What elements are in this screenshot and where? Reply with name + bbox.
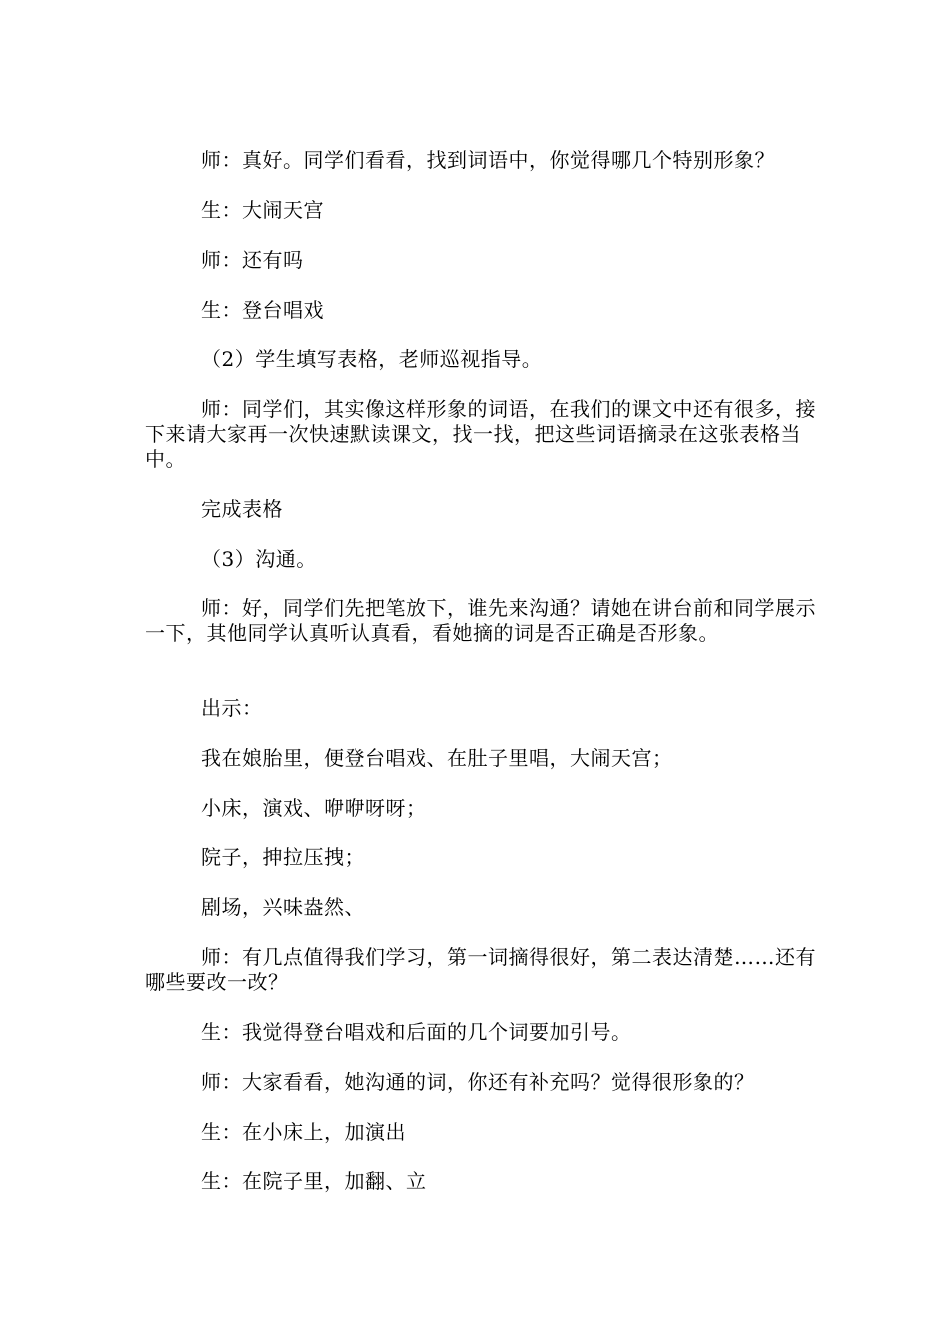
paragraph: 生：大闹天宫 <box>201 198 324 222</box>
paragraph: 生：登台唱戏 <box>201 298 324 322</box>
paragraph: （2）学生填写表格，老师巡视指导。 <box>201 347 543 371</box>
paragraph: 生：我觉得登台唱戏和后面的几个词要加引号。 <box>201 1020 632 1044</box>
paragraph: 我在娘胎里，便登台唱戏、在肚子里唱，大闹天宫； <box>201 746 673 770</box>
paragraph: 师：好，同学们先把笔放下，谁先来沟通？请她在讲台前和同学展示一下，其他同学认真听认真看，看她摘的词是否正确是否形象。 <box>145 596 816 645</box>
paragraph: 小床，演戏、咿咿呀呀； <box>201 796 427 820</box>
paragraph: 出示： <box>201 696 263 720</box>
paragraph: 院子，抻拉压拽； <box>201 845 365 869</box>
paragraph: 师：有几点值得我们学习，第一词摘得很好，第二表达清楚……还有哪些要改一改？ <box>145 945 816 994</box>
paragraph: 师：同学们，其实像这样形象的词语，在我们的课文中还有很多，接下来请大家再一次快速默读课文，找一找，把这些词语摘录在这张表格当中。 <box>145 397 816 471</box>
paragraph: 师：还有吗 <box>201 248 304 272</box>
paragraph: （3）沟通。 <box>201 547 317 571</box>
paragraph: 师：真好。同学们看看，找到词语中，你觉得哪几个特别形象？ <box>201 148 775 172</box>
paragraph: 师：大家看看，她沟通的词，你还有补充吗？觉得很形象的？ <box>201 1070 755 1094</box>
paragraph: 生：在小床上，加演出 <box>201 1120 406 1144</box>
paragraph: 生：在院子里，加翻、立 <box>201 1169 427 1193</box>
paragraph: 剧场，兴味盎然、 <box>201 895 365 919</box>
paragraph: 完成表格 <box>201 497 283 521</box>
